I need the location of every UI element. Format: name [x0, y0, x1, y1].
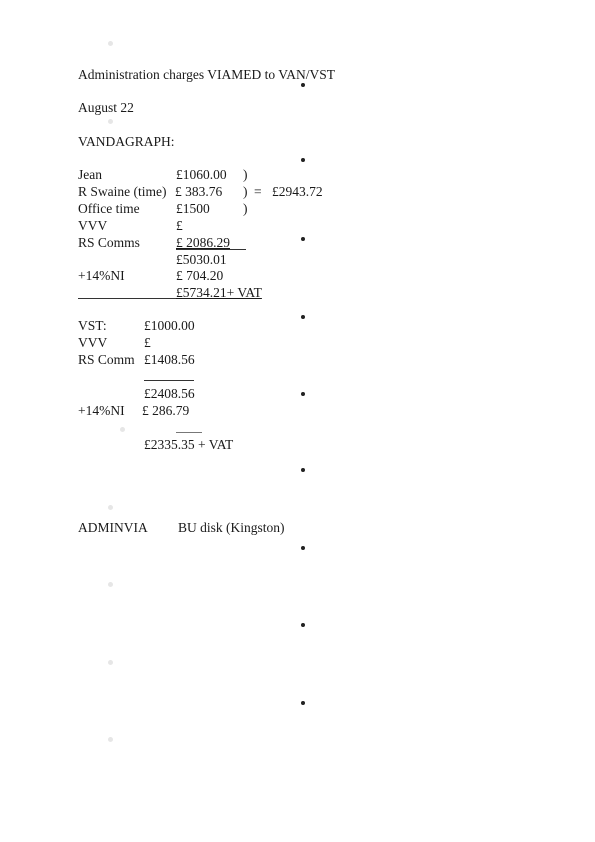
vst-ni-amount: £ 286.79: [142, 403, 190, 418]
punch-dot: [301, 468, 305, 472]
comms-amount: £ 2086.29: [176, 235, 230, 250]
vvv-label: VVV: [78, 218, 108, 233]
punch-dot: [301, 158, 305, 162]
punch-dot: [301, 623, 305, 627]
comms-underline: [176, 249, 246, 250]
vvv-amount: £: [176, 218, 183, 233]
punch-dot: [301, 701, 305, 705]
punch-dot: [301, 315, 305, 319]
comms-label: RS Comms: [78, 235, 140, 250]
vandagraph-total: £5734.21+ VAT: [176, 285, 262, 300]
ni-label: +14%NI: [78, 268, 125, 283]
punch-dot: [301, 237, 305, 241]
adminvia-note: BU disk (Kingston): [178, 520, 285, 535]
vst-comm-label: RS Comm: [78, 352, 135, 367]
vst-total: £2335.35 + VAT: [144, 437, 234, 452]
vst-amount: £1000.00: [144, 318, 195, 333]
office-amount: £1500: [176, 201, 210, 216]
punch-dot: [301, 392, 305, 396]
equals-sign: =: [254, 184, 262, 199]
vandagraph-subtotal: £5030.01: [176, 252, 227, 267]
punch-dot: [301, 83, 305, 87]
swaine-label: R Swaine (time): [78, 184, 167, 199]
vst-comm-amount: £1408.56: [144, 352, 195, 367]
total-rule: [78, 298, 176, 299]
jean-amount: £1060.00: [176, 167, 227, 182]
scan-mark: [108, 505, 113, 510]
swaine-paren: ): [243, 184, 248, 199]
office-label: Office time: [78, 201, 140, 216]
scan-mark: [120, 427, 125, 432]
vst-vvv-label: VVV: [78, 335, 108, 350]
vst-ni-label: +14%NI: [78, 403, 125, 418]
vst-label: VST:: [78, 318, 107, 333]
vst-subtotal: £2408.56: [144, 386, 195, 401]
document-title: Administration charges VIAMED to VAN/VST: [78, 67, 335, 82]
group-total: £2943.72: [272, 184, 323, 199]
swaine-amount: £ 383.76: [175, 184, 223, 199]
scan-mark: [108, 119, 113, 124]
scan-mark: [108, 737, 113, 742]
punch-dot: [301, 546, 305, 550]
section-heading-vandagraph: VANDAGRAPH:: [78, 134, 175, 149]
document-date: August 22: [78, 100, 134, 115]
scan-mark: [108, 660, 113, 665]
scan-mark: [108, 41, 113, 46]
vst-total-rule: [176, 432, 202, 433]
scan-mark: [108, 582, 113, 587]
vst-subtotal-rule: [144, 380, 194, 381]
vst-vvv-amount: £: [144, 335, 151, 350]
office-paren: ): [243, 201, 248, 216]
ni-amount: £ 704.20: [176, 268, 224, 283]
jean-paren: ): [243, 167, 248, 182]
adminvia-label: ADMINVIA: [78, 520, 148, 535]
jean-label: Jean: [78, 167, 102, 182]
